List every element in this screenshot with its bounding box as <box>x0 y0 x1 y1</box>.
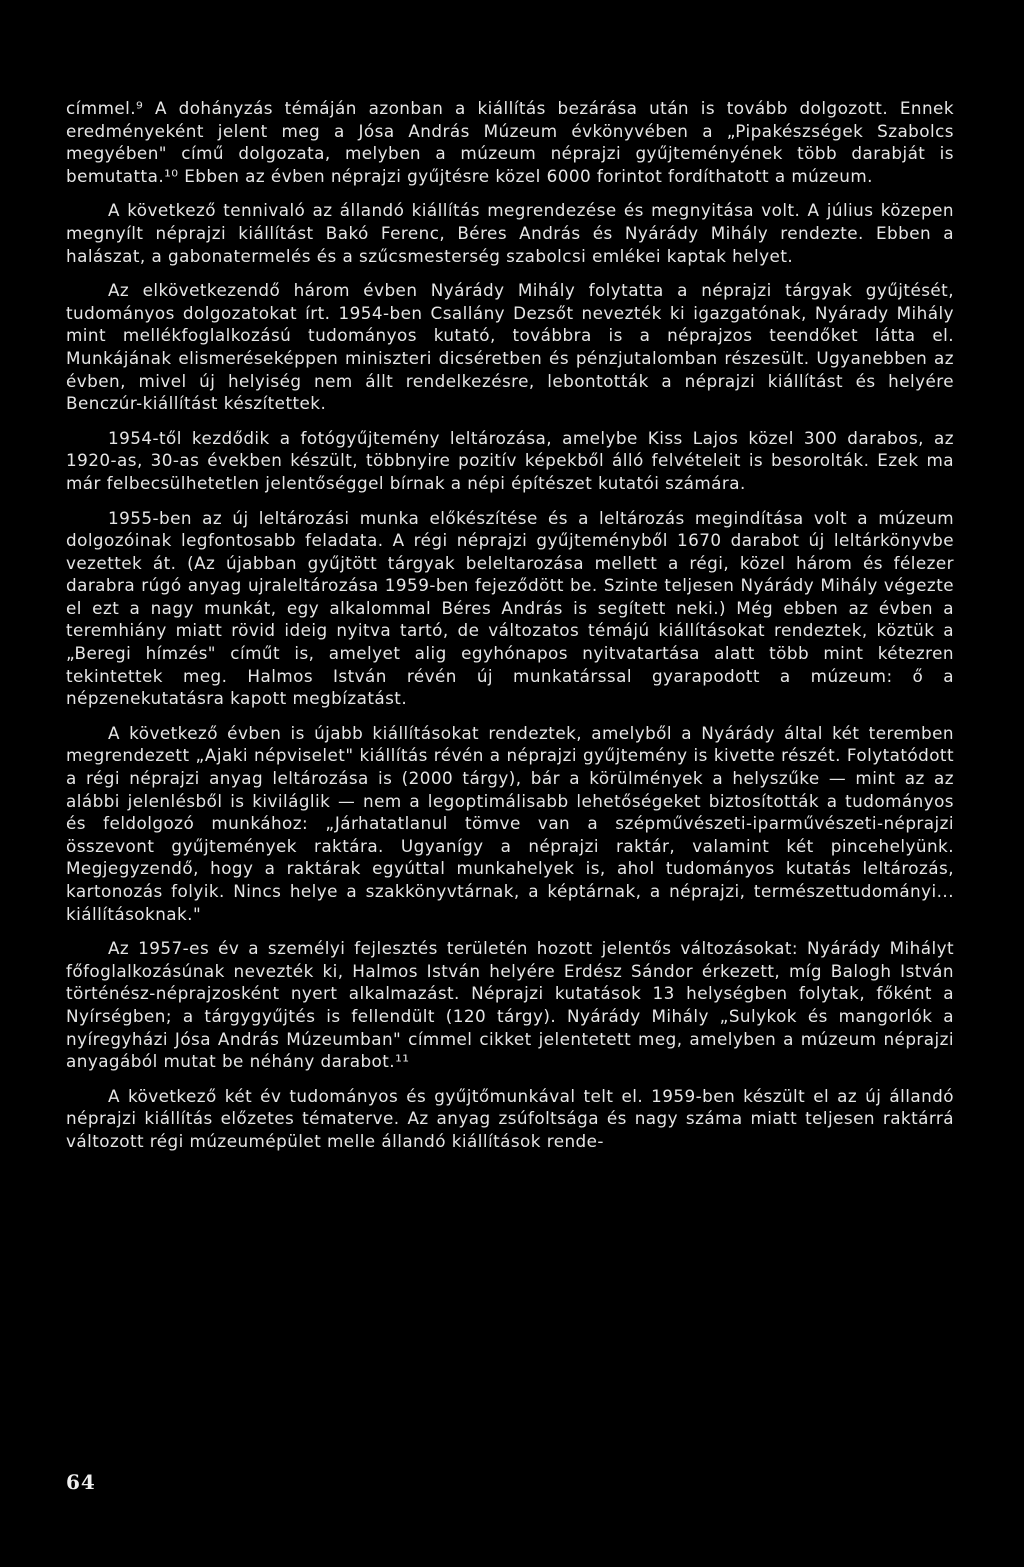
text-body <box>66 97 954 1165</box>
paragraph-4: 1954-től kezdődik a fotógyűjtemény leltározása, amelybe Kiss Lajos közel 300 darabos, az 1920-as, 30-as években készült, többnyire pozitív képekből álló felvételeit is besorolták. Ezek ma már felbecsülhetetlen jelentőséggel bírnak a népi építészet kutatói számára. <box>66 427 954 493</box>
page-number: 64 <box>66 1470 96 1494</box>
paragraph-2: A következő tennivaló az állandó kiállítás megrendezése és megnyitása volt. A július közepen megnyílt néprajzi kiállítást Bakó Ferenc, Béres András és Nyárády Mihály rendezte. Ebben a halászat, a gabonatermelés és a szűcsmesterség szabolcsi emlékei kaptak helyet. <box>66 200 954 266</box>
paragraph-1: címmel.⁹ A dohányzás témáján azonban a kiállítás bezárása után is tovább dolgozott. Ennek eredményeként jelent meg a Jósa András Múzeum évkönyvében a „Pipakészségek Szabolcs megyében" című dolgozata, melyben a múzeum néprajzi gyűjteményének több darabját is bemutatta.¹⁰ Ebben az évben néprajzi gyűjtésre közel 6000 forintot fordíthatott a múzeum. <box>66 98 954 186</box>
paragraph-8: A következő két év tudományos és gyűjtőmunkával telt el. 1959-ben készült el az új állandó néprajzi kiállítás előzetes tématerve. Az anyag zsúfoltsága és nagy száma miatt teljesen raktárrá változott régi múzeumépület melle állandó kiállítások rende- <box>66 1085 954 1151</box>
paragraph-7: Az 1957-es év a személyi fejlesztés területén hozott jelentős változásokat: Nyárády Mihályt főfoglalkozásúnak nevezték ki, Halmos István helyére Erdész Sándor érkezett, míg Balogh István történész-néprajzosként nyert alkalmazást. Néprajzi kutatások 13 helységben folytak, főként a Nyírségben; a tárgygyűjtés is fellendült (120 tárgy). Nyárády Mihály „Sulykok és mangorlók a nyíregyházi Jósa András Múzeumban" címmel cikket jelentetett meg, amelyben a múzeum néprajzi anyagából mutat be néhány darabot.¹¹ <box>66 938 954 1072</box>
paragraph-5: 1955-ben az új leltározási munka előkészítése és a leltározás megindítása volt a múzeum dolgozóinak legfontosabb feladata. A régi néprajzi gyűjteményből 1670 darabot új leltárkönyvbe vezettek át. (Az újabban gyűjtött tárgyak beleltarozása mellett a régi, közel három és félezer darabra rúgó anyag ujraleltározása 1959-ben fejeződött be. Szinte teljesen Nyárády Mihály végezte el ezt a nagy munkát, egy alkalommal Béres András is segített neki.) Még ebben az évben a teremhiány miatt rövid ideig nyitva tartó, de változatos témájú kiállításokat rendeztek, köztük a „Beregi hímzés" címűt is, amelyet alig egyhónapos nyitvatartása alatt több mint kétezren tekintettek meg. Halmos István révén új munkatárssal gyarapodott a múzeum: ő a népzenekutatásra kapott megbízatást. <box>66 507 954 709</box>
paragraph-3: Az elkövetkezendő három évben Nyárády Mihály folytatta a néprajzi tárgyak gyűjtését, tudományos dolgozatokat írt. 1954-ben Csallány Dezsőt nevezték ki igazgatónak, Nyárady Mihály mint mellékfoglalkozású tudományos kutató, továbbra is a néprajzos teendőket látta el. Munkájának elismeréseképpen miniszteri dicséretben és pénzjutalomban részesült. Ugyanebben az évben, mivel új helyiség nem állt rendelkezésre, lebontották a néprajzi kiállítást és helyére Benczúr-kiállítást készítettek. <box>66 280 954 414</box>
paragraph-6: A következő évben is újabb kiállításokat rendeztek, amelyből a Nyárády által két teremben megrendezett „Ajaki népviselet" kiállítás révén a néprajzi gyűjtemény is kivette részét. Folytatódott a régi néprajzi anyag leltározása is (2000 tárgy), bár a körülmények a helyszűke — mint az az alábbi jelenlésből is kiviláglik — nem a legoptimálisabb lehetőségeket biztosították a tudományos és feldolgozó munkához: „Járhatatlanul tömve van a szépművészeti-iparművészeti-néprajzi összevont gyűjtemények raktára. Ugyanígy a néprajzi raktár, valamint két pincehelyünk. Megjegyzendő, hogy a raktárak egyúttal munkahelyek is, ahol tudományos kutatás leltározás, kartonozás folyik. Nincs helye a szakkönyvtárnak, a képtárnak, a néprajzi, természettudományi... kiállításoknak." <box>66 722 954 924</box>
